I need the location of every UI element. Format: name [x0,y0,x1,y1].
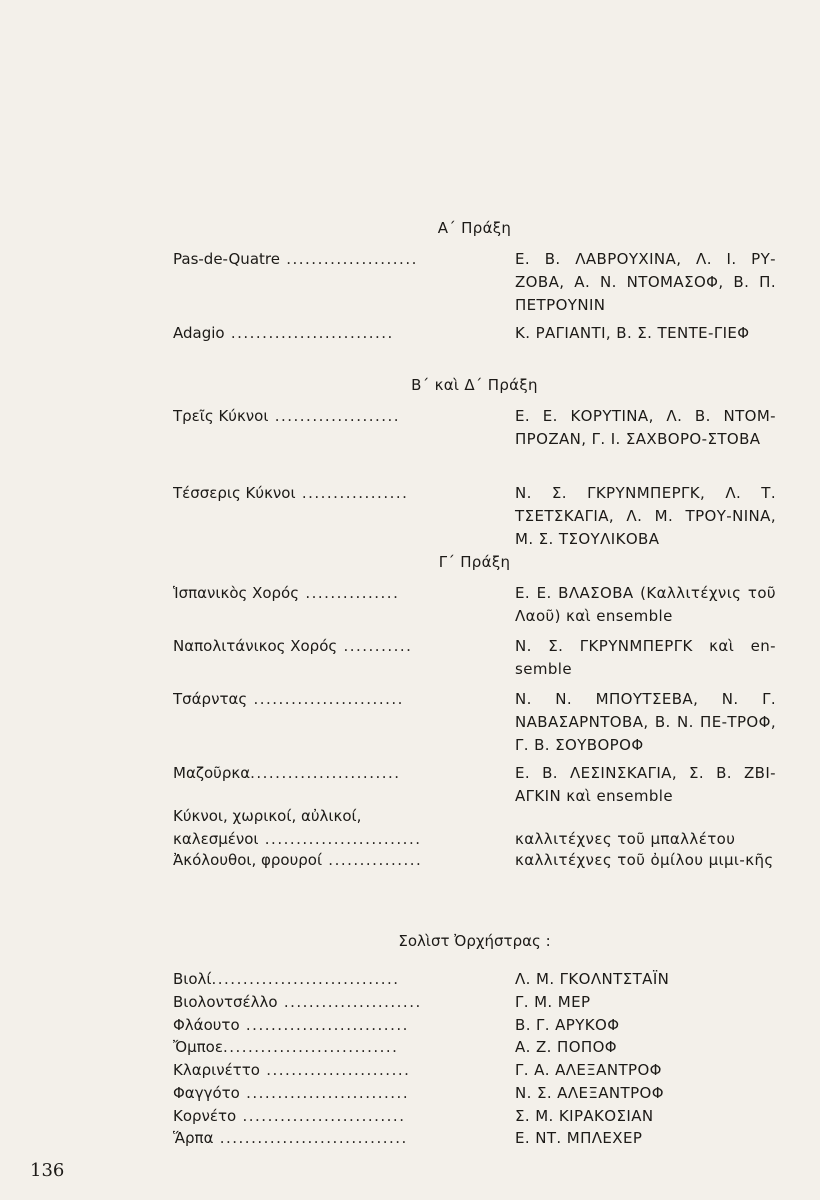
instrument: Ὄμποε............................ [173,1038,399,1056]
act-1-heading: Α΄ Πράξη [437,219,512,237]
cast-entry [173,248,776,328]
performers: Ν. Σ. ΓΚΡΥΝΜΠΕΡΓΚ, Λ. Τ. ΤΣΕΤΣΚΑΓΙΑ, Λ. Μ. ΤΡΟΥ-ΝΙΝΑ, Μ. Σ. ΤΣΟΥΛΙΚΟΒΑ [515,484,776,548]
instrument: Βιολοντσέλλο ...................... [173,993,422,1011]
role-name: Pas-de-Quatre ..................... [173,250,418,268]
soloist-row [173,1014,776,1037]
page-number: 136 [30,1160,65,1181]
role-name: Τέσσερις Κύκνοι ................. [173,484,409,502]
soloist-name: Ν. Σ. ΑΛΕΞΑΝΤΡΟΦ [515,1084,664,1102]
soloist-name: Σ. Μ. ΚΙΡΑΚΟΣΙΑΝ [515,1107,654,1125]
instrument: Βιολί.............................. [173,970,400,988]
soloist-row [173,1127,776,1150]
instrument: Κλαρινέττο ....................... [173,1061,411,1079]
role-name: Τρεῖς Κύκνοι .................... [173,407,401,425]
cast-entry [173,688,776,768]
act-2-4-heading: Β΄ καὶ Δ΄ Πράξη [411,376,538,394]
performers: Κ. ΡΑΓΙΑΝΤΙ, Β. Σ. ΤΕΝΤΕ-ΓΙΕΦ [515,324,750,342]
role-name: Μαζοῦρκα........................ [173,764,401,782]
soloist-name: Β. Γ. ΑΡΥΚΟΦ [515,1016,620,1034]
cast-entry [173,482,776,562]
soloist-name: Ε. ΝΤ. ΜΠΛΕΧΕΡ [515,1129,643,1147]
performers: Ε. Ε. ΒΛΑΣΟΒΑ (Καλλιτέχνις τοῦ Λαοῦ) καὶ ensemble [515,584,776,625]
orchestra-soloists-heading: Σολὶστ Ὀρχήστρας : [398,932,551,950]
instrument: Φαγγότο .......................... [173,1084,410,1102]
performers: Ν. Σ. ΓΚΡΥΝΜΠΕΡΓΚ καὶ en-semble [515,637,776,678]
soloist-name: Λ. Μ. ΓΚΟΛΝΤΣΤΑΪΝ [515,970,670,988]
performers: Ν. Ν. ΜΠΟΥΤΣΕΒΑ, Ν. Γ. ΝΑΒΑΣΑΡΝΤΟΒΑ, Β. Ν. ΠΕ-ΤΡΟΦ, Γ. Β. ΣΟΥΒΟΡΟΦ [515,690,776,754]
role-name: Ἀκόλουθοι, φρουροί ............... [173,851,423,869]
soloist-row [173,968,776,991]
soloist-row [173,1082,776,1105]
role-name: Τσάρντας ........................ [173,690,404,708]
soloist-row [173,1036,776,1059]
role-name: Ναπολιτάνικος Χορός ........... [173,637,413,655]
soloist-row [173,1059,776,1082]
performers: καλλιτέχνες τοῦ ὀμίλου μιμι-κῆς [515,851,774,869]
instrument: Φλάουτο .......................... [173,1016,409,1034]
performers: Ε. Ε. ΚΟΡΥΤΙΝΑ, Λ. Β. ΝΤΟΜ-ΠΡΟΖΑΝ, Γ. Ι. ΣΑΧΒΟΡΟ-ΣΤΟΒΑ [515,407,776,448]
performers: καλλιτέχνες τοῦ μπαλλέτου [515,830,736,848]
soloist-name: Γ. Μ. ΜΕΡ [515,993,591,1011]
role-name: Κύκνοι, χωρικοί, αὐλικοί, καλεσμένοι ......................... [173,807,422,848]
performers: Ε. Β. ΛΑΒΡΟΥΧΙΝΑ, Λ. Ι. ΡΥ-ΖΟΒΑ, Α. Ν. ΝΤΟΜΑΣΟΦ, Β. Π. ΠΕΤΡΟΥΝΙΝ [515,250,776,314]
instrument: Κορνέτο .......................... [173,1107,406,1125]
cast-entry [173,405,776,485]
soloist-name: Γ. Α. ΑΛΕΞΑΝΤΡΟΦ [515,1061,662,1079]
role-name: Adagio .......................... [173,324,394,342]
role-name: Ἱσπανικὸς Χορός ............... [173,584,400,602]
performers: Ε. Β. ΛΕΣΙΝΣΚΑΓΙΑ, Σ. Β. ΖΒΙ-ΑΓΚΙΝ καὶ ensemble [515,764,776,805]
soloist-name: Α. Ζ. ΠΟΠΟΦ [515,1038,617,1056]
soloist-row [173,1105,776,1128]
act-3-heading: Γ΄ Πράξη [438,553,511,571]
cast-entry [173,849,776,929]
soloist-row [173,991,776,1014]
instrument: Ἅρπα .............................. [173,1129,408,1147]
